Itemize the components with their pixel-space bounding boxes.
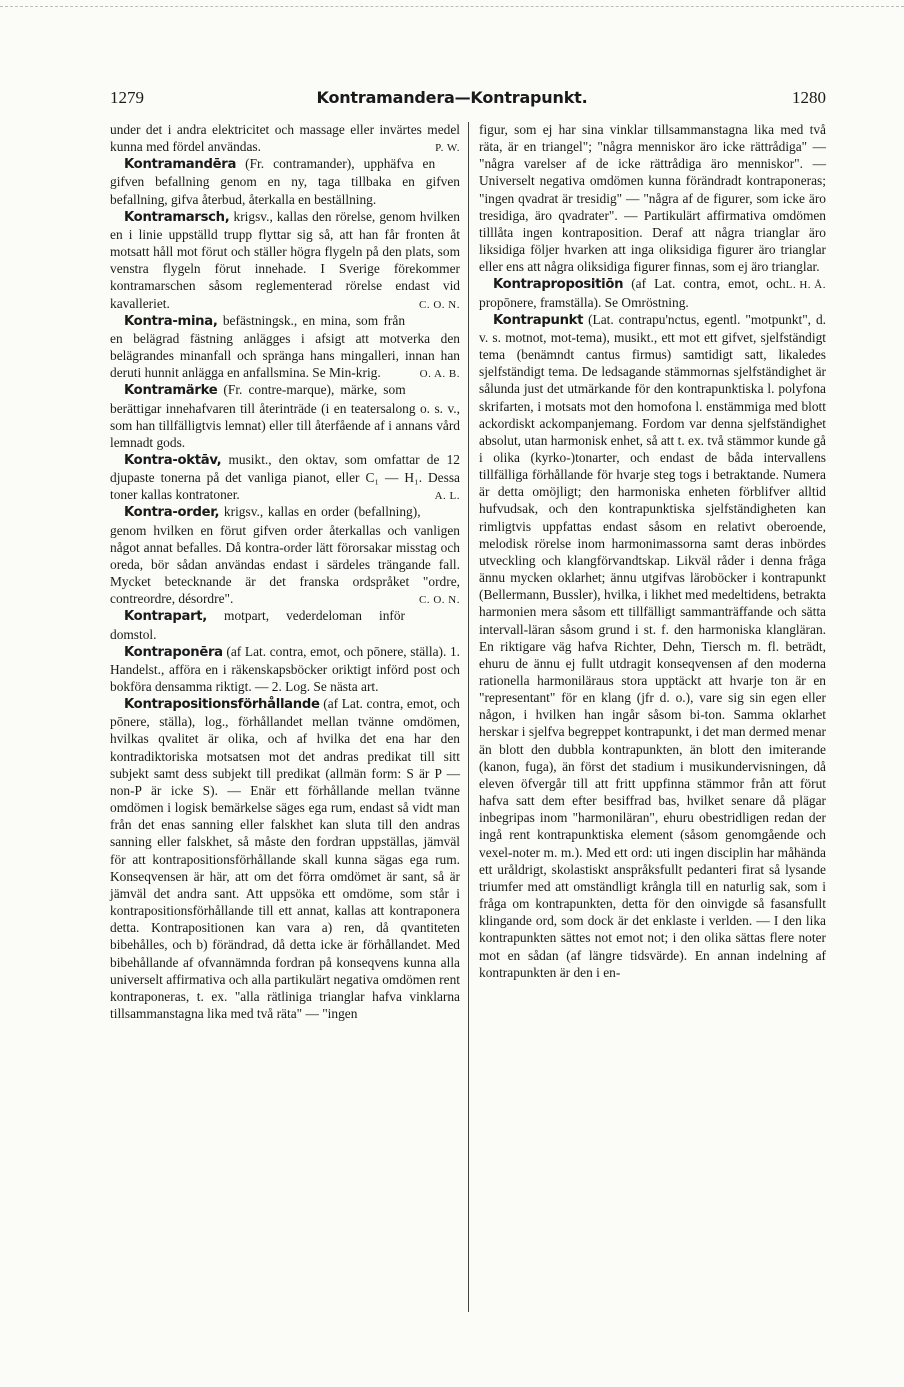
headword: Kontraponēra bbox=[124, 644, 223, 660]
entry-continuation: figur, som ej har sina vinklar tillsammanstagna lika med två räta, är en triangel"; "några menniskor äro icke rättrådiga" — "några varelser af de icke rättrådiga äro menniskor". — Universelt negativa omdömen kunna förändradt kontraponeras; "ingen qvadrat är tresidig" — "några af de figurer, som icke äro tresidiga, äro qvadrater". — Partikulärt affirmativa omdömen tilllåta ingen kontraposition. Deraf att några trianglar äro liksidiga följer hvarken att inga oliksidiga figurer äro trianglar eller ens att några oliksidiga figurer finnas, som ej äro trianglar. L. H. Å. bbox=[479, 122, 826, 292]
headword: Kontrapunkt bbox=[493, 312, 584, 328]
entry-text: (af Lat. contra, emot, och pōnere, ställa). 1. Handelst., afföra en i räkenskapsböcker oriktigt införd post och bokföra densamma riktigt. — 2. Log. Se nästa art. bbox=[110, 643, 460, 694]
headword: Kontramarsch, bbox=[124, 209, 230, 225]
entry-kontraponera bbox=[110, 643, 460, 695]
entry-kontraproposition bbox=[479, 275, 826, 310]
page-number-right: 1280 bbox=[792, 88, 826, 107]
entry-text: (Fr. contre-marque), märke, som berättigar innehafvaren till återinträde (i en teatersalong o. s. v., som han tillfälligtvis lemnat) eller till återfående af i annans vård lemnadt gods. bbox=[110, 382, 460, 450]
entry-text: (Fr. contramander), upphäfva en gifven befallning genom en ny, taga tillbaka en gifven befallning, gifva återbud, återkalla en beställning. bbox=[110, 156, 460, 207]
entry-continuation: under det i andra elektricitet och massage eller invärtes medel kunna med fördel användas. P. W. bbox=[110, 122, 460, 155]
entry-kontrapositionsforhallande bbox=[110, 695, 460, 1022]
page-header bbox=[0, 88, 904, 112]
entry-text: (Lat. contrapu'nctus, egentl. "motpunkt", d. v. s. motnot, mot-tema), musikt., ett mot ett gifvet, sjelfständigt tema (benämndt cantus firmus) samtidigt satt, likaledes sjelfständigt tema. De ledsagande stämmornas sjelfständighet är sålunda just det utmärkande för den kontrapunktiska l. polyfona skrifarten, i motsats mot den homofona l. enstämmiga med blott ackordiskt ackompanjemang. Fordom var denna sjelfständighet absolut, utan harmonisk enhet, så att t. ex. två stämmor kunde gå i olika (kyrko-)tonarter, och endast de båda intervallens tillfälliga förhållande för hvarje steg togs i betraktande. Numera är detta omöjligt; den harmoniska enheten förblifver alltid hufvudsak, och den kontrapunktiska sjelfständigheten kan rimligtvis uppfattas endast såsom en relativt oberoende, melodisk rörelse inom harmonimassorna samt deras inbördes utveckling och klangförvandtskap. Likväl råder i denna fråga ännu mycken oklarhet; ännu utgifvas läroböcker i kontrapunkt (Bellermann, Bussler), hvilka, i likhet med medeltidens, betrakta harmonien mera såsom ett tillfälligt sammanträffande och sätta intervall-läran såsom grund i st. f. den harmoniska klangläran. En riktigare väg hafva Richter, Dehn, Tiersch m. fl. beträdt, ehuru de ännu ej fullt utdragit konseqvensen af den moderna rationella harmoniläraus stora upptäckt att hvarje ton är en "representant" för en klang (jfr d. o.), vare sig sin egen eller någon, i hvilken han ingår såsom bi-ton. Samma oklarhet herskar i sjelfva begreppet kontrapunkt, i det man dermed menar än blott den dubbla kontrapunkten, än blott den imiterande (kanon, fuga), än först det stadium i musikundervisningen, då eleven öfvergår till att fritt uppfinna stämmor från att förut hafva satt dem efter besiffrad bas, hvilket senare då plägar inbegripas inom "harmoniläran", ehuru obestridligen redan der ingå rent kontrapunktiska element (såsom genomgående och vexel-noter m. m.). Med ett ord: uti ingen disciplin har måhända ett uråldrigt, skolastiskt anspråksfullt pedanteri firat så lysande triumfer med att omständligt krångla till en naturlig sak, som i fråga om kontrapunkten, detta för den oinvigde så fasansfullt klingande ord, som dock är det enklaste i verlden. — I den lika kontrapunkten sättes not emot not; i den olika sättas flere noter mot en sådan (af längre tidsvärde). En annan indelning af kontrapunkten är den i en- bbox=[479, 311, 826, 980]
author-signature: P. W. bbox=[435, 142, 460, 155]
entry-kontramarke bbox=[110, 381, 460, 451]
headword: Kontra-mina, bbox=[124, 313, 218, 329]
author-signature: O. A. B. bbox=[419, 368, 460, 381]
right-column bbox=[479, 121, 826, 981]
left-column bbox=[110, 121, 460, 1022]
author-signature: L. H. Å. bbox=[785, 279, 826, 292]
page-number-left: 1279 bbox=[110, 88, 144, 107]
scan-edge-line bbox=[0, 6, 904, 7]
author-signature: C. O. N. bbox=[419, 594, 460, 607]
entry-text: krigsv., kallas den rörelse, genom hvilken en i linie uppställd trupp flyttar sig så, att han får fronten åt motsatt håll mot förut och ställer högra flygeln på den plats, som venstra flygeln förut innehade. I Sverige förekommer kontramarschen såsom reglementerad rörelse endast vid kavalleriet. bbox=[110, 208, 460, 311]
column-divider bbox=[468, 122, 469, 1312]
entry-text: (af Lat. contra, emot, och propōnere, framställa). Se Omröstning. bbox=[479, 276, 786, 310]
entry-text: musikt., den oktav, som omfattar de 12 djupaste tonerna på det vanliga pianot, eller C₁ — H₁. Dessa toner kallas kontratoner. bbox=[110, 451, 460, 503]
author-signature: A. L. bbox=[434, 490, 460, 503]
headword: Kontramärke bbox=[124, 383, 218, 399]
entry-text: krigsv., kallas en order (befallning), genom hvilken en förut gifven order återkallas och vanligen något annat befalles. Då kontra-order lätt förorsakar misstag och oreda, bör sådan användas endast i särdeles trängande fall. Mycket betecknande är det franska ordspråket "ordre, contreordre, désordre". bbox=[110, 504, 460, 607]
entry-kontrapart bbox=[110, 607, 460, 642]
entry-kontra-mina bbox=[110, 312, 460, 382]
headword: Kontramandēra bbox=[124, 157, 237, 173]
entry-text: (af Lat. contra, emot, och pōnere, ställa), log., förhållandet mellan tvänne omdömen, hvilkas qvalitet är olika, och af hvilka det ena har den kontradiktoriska motsatsen mot det andras predikat till sitt subjekt samt dess subjekt till predikat (allmän form: S är P — non-P är icke S). — Enär ett förhållande mellan tvänne omdömen i logisk bemärkelse säges ega rum, endast så vidt man från det enas sanning eller falskhet kan sluta till den andras sanning eller falskhet, så måste den fordran uppställas, jämväl för att kontrapositionsförhållande skall kunna sägas ega rum. Konseqvensen är här, att om det förra omdömet är sant, så är jämväl det andra sant. Att uppsöka ett omdöme, som står i kontrapositionsförhållande till ett annat, kallas att kontraponera detta. Kontrapositionen kan vara a) ren, då qvantiteten bibehålles, och b) förändrad, då detta icke är förhållandet. Med bibehållande af ofvannämnda fordran på konseqvens kunna alla universelt affirmativa och alla partikulärt negativa omdömen rent kontraponeras, t. ex. "alla rätliniga trianglar hafva vinklarna tillsammanstagna lika med två räta" — "ingen bbox=[110, 696, 460, 1021]
headword: Kontra-oktāv, bbox=[124, 452, 222, 468]
entry-kontramarsch bbox=[110, 208, 460, 312]
entry-kontra-order bbox=[110, 503, 460, 607]
page-title: Kontramandera—Kontrapunkt. bbox=[316, 88, 588, 107]
entry-kontrapunkt bbox=[479, 311, 826, 981]
headword: Kontrapart, bbox=[124, 609, 207, 625]
headword: Kontrapositionsförhållande bbox=[124, 697, 320, 713]
author-signature: C. O. N. bbox=[419, 298, 460, 311]
entry-kontra-oktav bbox=[110, 451, 460, 503]
entry-kontramandera bbox=[110, 155, 460, 207]
headword: Kontrapropositiōn bbox=[493, 277, 624, 293]
headword: Kontra-order, bbox=[124, 505, 220, 521]
entry-text: befästningsk., en mina, som från en belägrad fästning anlägges i afsigt att motverka den belägrandes minanfall och spränga hans mingalleri, innan han deruti hunnit anlägga en anfallsmina. Se Min-krig. bbox=[110, 312, 460, 381]
entry-text: motpart, vederdeloman inför domstol. bbox=[110, 608, 406, 642]
